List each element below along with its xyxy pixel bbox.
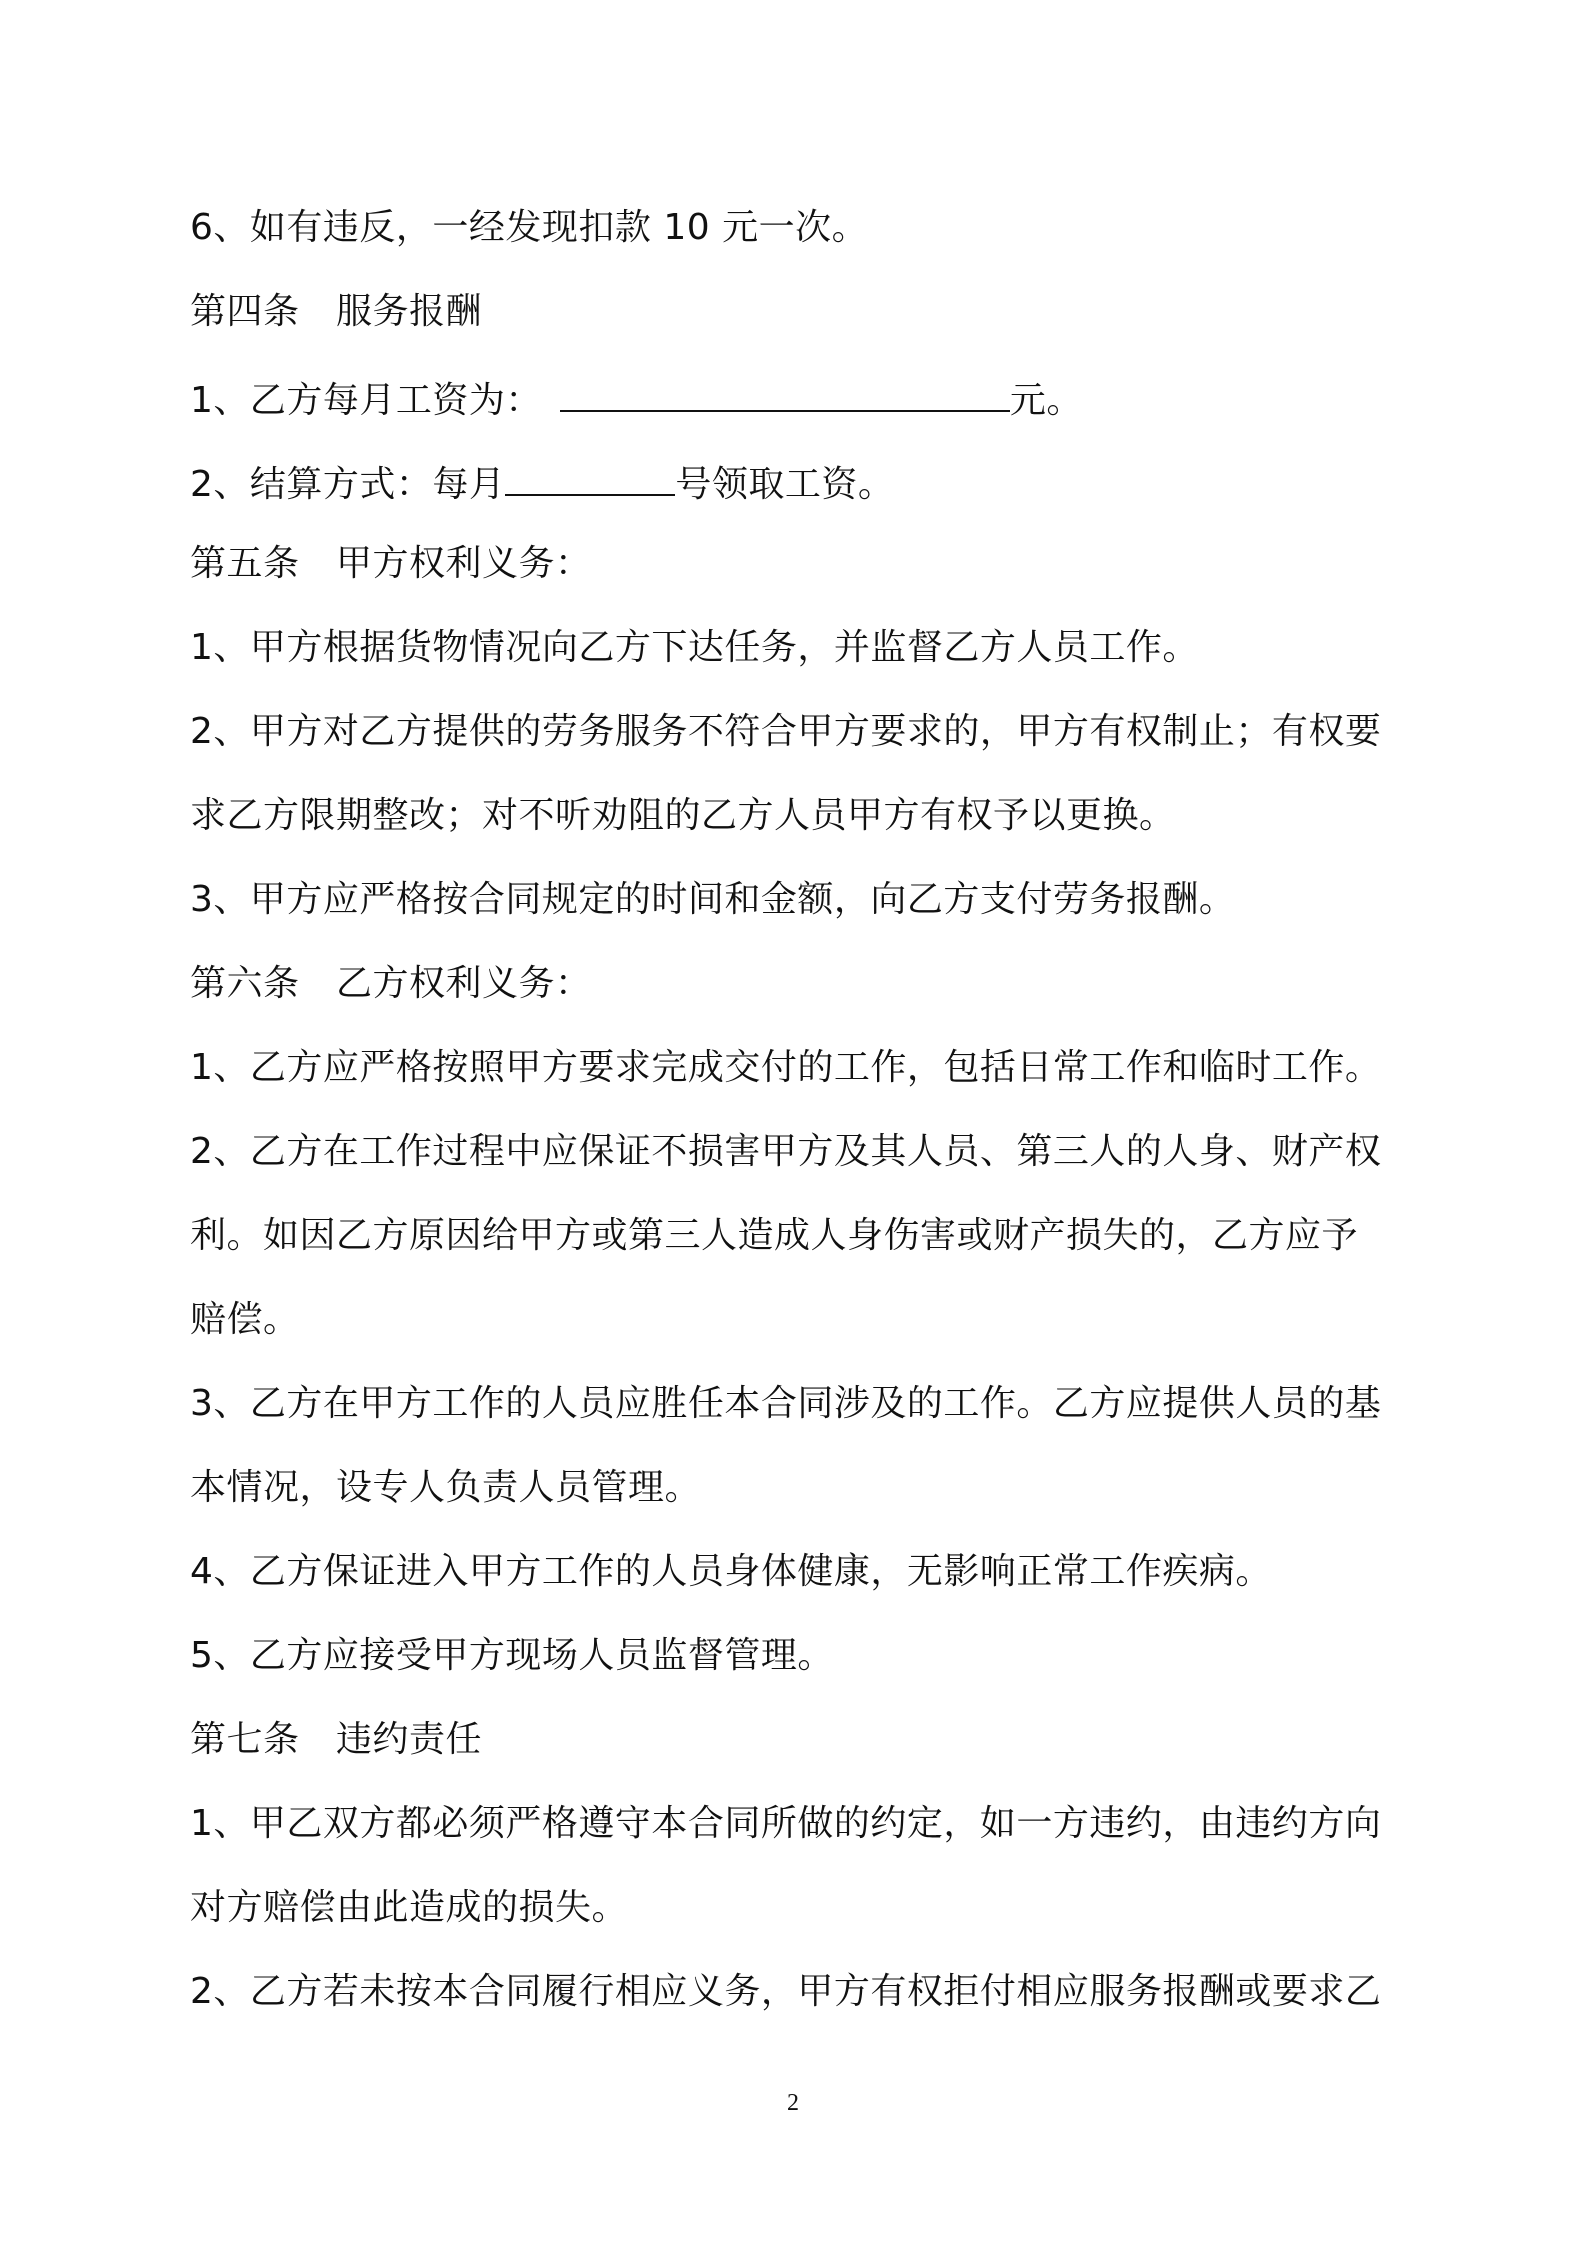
article-7-item-2-line-1: 2、乙方若未按本合同履行相应义务，甲方有权拒付相应服务报酬或要求乙 xyxy=(190,1971,1382,2012)
article-6-item-1: 1、乙方应严格按照甲方要求完成交付的工作，包括日常工作和临时工作。 xyxy=(190,1047,1382,1088)
salary-unit: 元。 xyxy=(1009,380,1083,421)
article-6-item-3-line-1: 3、乙方在甲方工作的人员应胜任本合同涉及的工作。乙方应提供人员的基 xyxy=(190,1383,1382,1424)
article-6-heading: 第六条 乙方权利义务： xyxy=(190,963,592,1004)
article-7-item-1-line-1: 1、甲乙双方都必须严格遵守本合同所做的约定，如一方违约，由违约方向 xyxy=(190,1803,1382,1844)
article-5-item-3: 3、甲方应严格按合同规定的时间和金额，向乙方支付劳务报酬。 xyxy=(190,879,1236,920)
settlement-label: 2、结算方式：每月 xyxy=(190,464,506,505)
article-5-item-2-line-1: 2、甲方对乙方提供的劳务服务不符合甲方要求的，甲方有权制止；有权要 xyxy=(190,711,1382,752)
article-6-item-2-line-2: 利。如因乙方原因给甲方或第三人造成人身伤害或财产损失的，乙方应予 xyxy=(190,1215,1359,1256)
article-4-item-1 xyxy=(190,374,1083,423)
article-5-heading: 第五条 甲方权利义务： xyxy=(190,543,592,584)
clause-3-item-6: 6、如有违反，一经发现扣款 10 元一次。 xyxy=(190,207,869,248)
article-7-item-1-line-2: 对方赔偿由此造成的损失。 xyxy=(190,1887,629,1928)
article-5-item-2-line-2: 求乙方限期整改；对不听劝阻的乙方人员甲方有权予以更换。 xyxy=(190,795,1176,836)
page-number: 2 xyxy=(787,2090,799,2116)
salary-blank xyxy=(560,374,1010,412)
article-5-item-1: 1、甲方根据货物情况向乙方下达任务，并监督乙方人员工作。 xyxy=(190,627,1199,668)
settlement-suffix: 号领取工资。 xyxy=(675,464,895,505)
article-6-item-4: 4、乙方保证进入甲方工作的人员身体健康，无影响正常工作疾病。 xyxy=(190,1551,1272,1592)
article-7-heading: 第七条 违约责任 xyxy=(190,1719,483,1760)
article-4-item-2 xyxy=(190,458,894,507)
article-6-item-3-line-2: 本情况，设专人负责人员管理。 xyxy=(190,1467,702,1508)
article-4-heading: 第四条 服务报酬 xyxy=(190,291,483,332)
article-6-item-2-line-1: 2、乙方在工作过程中应保证不损害甲方及其人员、第三人的人身、财产权 xyxy=(190,1131,1382,1172)
article-6-item-5: 5、乙方应接受甲方现场人员监督管理。 xyxy=(190,1635,834,1676)
salary-label: 1、乙方每月工资为： xyxy=(190,380,542,421)
article-6-item-2-line-3: 赔偿。 xyxy=(190,1299,300,1340)
payday-blank xyxy=(505,458,675,496)
